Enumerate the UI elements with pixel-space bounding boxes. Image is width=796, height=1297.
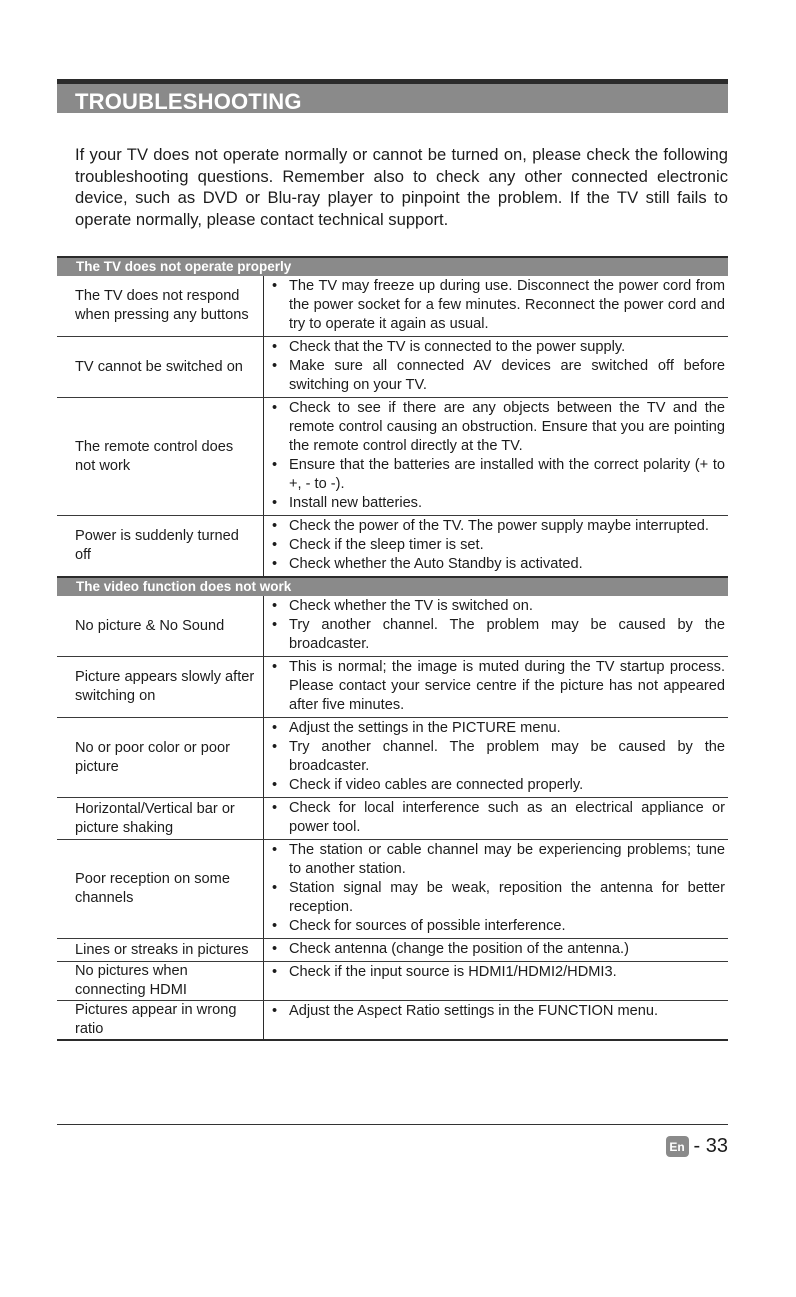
solution-text: Check for sources of possible interference. [289, 918, 566, 934]
table-row [57, 797, 728, 839]
problem-text: Pictures appear in wrong ratio [75, 1002, 237, 1037]
problem-text: No pictures when connecting HDMI [75, 963, 188, 998]
solution-item [271, 1002, 725, 1021]
solution-item [271, 494, 725, 513]
solution-item [271, 277, 725, 334]
solution-item [271, 456, 725, 494]
table-row [57, 276, 728, 336]
solution-text: Check if video cables are connected properly. [289, 777, 584, 793]
table-row [57, 938, 728, 961]
solution-item [271, 799, 725, 837]
table-row [57, 656, 728, 717]
solution-item [271, 555, 725, 574]
troubleshooting-table [57, 256, 728, 1041]
solution-cell [264, 337, 728, 397]
bullet-icon: • [272, 556, 278, 572]
title-bar [57, 79, 728, 113]
section-header [57, 256, 728, 276]
problem-text: Lines or streaks in pictures [75, 941, 249, 958]
solution-cell [264, 798, 728, 839]
bullet-icon: • [272, 800, 278, 816]
solution-text: The station or cable channel may be experiencing problems; tune to another station. [289, 842, 725, 877]
problem-text: No or poor color or poor picture [75, 739, 230, 775]
bullet-icon: • [272, 1003, 278, 1019]
solution-item [271, 879, 725, 917]
intro-paragraph: If your TV does not operate normally or cannot be turned on, please check the following troubleshooting questions. Remember also to check any other connected electronic device, such as DVD or Blu-ray player to pinpoint the problem. If the TV still fails to operate normally, please contact technical support. [75, 145, 728, 229]
solution-item [271, 597, 725, 616]
solution-text: Station signal may be weak, reposition the antenna for better reception. [289, 880, 725, 915]
problem-text: The TV does not respond when pressing any buttons [75, 288, 249, 323]
table-row [57, 1000, 728, 1039]
problem-cell [57, 276, 264, 336]
solution-item [271, 841, 725, 879]
problem-cell [57, 596, 264, 656]
problem-cell [57, 657, 264, 717]
solution-item [271, 616, 725, 654]
bullet-icon: • [272, 400, 278, 416]
solution-text: Try another channel. The problem may be caused by the broadcaster. [289, 739, 725, 774]
section-title: The TV does not operate properly [76, 259, 292, 274]
bullet-icon: • [272, 918, 278, 934]
bullet-icon: • [272, 941, 278, 957]
problem-text: No picture & No Sound [75, 617, 225, 634]
solution-cell [264, 657, 728, 717]
footer [666, 1135, 728, 1158]
solution-text: Check the power of the TV. The power supply maybe interrupted. [289, 518, 709, 534]
problem-cell [57, 939, 264, 961]
problem-text: Poor reception on some channels [75, 871, 230, 906]
solution-cell [264, 962, 728, 1000]
bullet-icon: • [272, 457, 278, 473]
language-badge: En [666, 1136, 689, 1157]
solution-text: Check if the input source is HDMI1/HDMI2/HDMI3. [289, 964, 617, 980]
bullet-icon: • [272, 880, 278, 896]
problem-cell [57, 798, 264, 839]
solution-cell [264, 939, 728, 961]
table-row [57, 515, 728, 576]
solution-text: Check if the sleep timer is set. [289, 537, 484, 553]
solution-text: Check whether the TV is switched on. [289, 598, 533, 614]
solution-text: Try another channel. The problem may be caused by the broadcaster. [289, 617, 725, 652]
page-number: - 33 [693, 1135, 728, 1157]
section-title: The video function does not work [76, 579, 292, 594]
solution-cell [264, 1001, 728, 1039]
solution-text: Check that the TV is connected to the power supply. [289, 339, 626, 355]
bullet-icon: • [272, 617, 278, 633]
solution-text: The TV may freeze up during use. Disconnect the power cord from the power socket for a few minutes. Reconnect the power cord and try to operate it again as usual. [289, 278, 725, 332]
solution-item [271, 338, 725, 357]
solution-text: Check whether the Auto Standby is activated. [289, 556, 583, 572]
solution-item [271, 517, 725, 536]
problem-text: The remote control does not work [75, 438, 234, 474]
table-row [57, 961, 728, 1000]
page-title: TROUBLESHOOTING [75, 89, 302, 114]
solution-text: Install new batteries. [289, 495, 423, 511]
problem-text: Horizontal/Vertical bar or picture shaking [75, 800, 235, 836]
solution-item [271, 738, 725, 776]
problem-cell [57, 337, 264, 397]
table-row [57, 596, 728, 656]
bullet-icon: • [272, 842, 278, 858]
problem-text: TV cannot be switched on [75, 358, 243, 375]
solution-text: Make sure all connected AV devices are switched off before switching on your TV. [289, 358, 725, 393]
solution-text: Adjust the settings in the PICTURE menu. [289, 720, 561, 736]
solution-cell [264, 276, 728, 336]
solution-item [271, 399, 725, 456]
table-row [57, 839, 728, 938]
problem-cell [57, 398, 264, 515]
solution-cell [264, 516, 728, 576]
table-row [57, 717, 728, 797]
solution-item [271, 536, 725, 555]
problem-text: Power is suddenly turned off [75, 528, 239, 563]
solution-text: Adjust the Aspect Ratio settings in the FUNCTION menu. [289, 1003, 659, 1019]
solution-cell [264, 398, 728, 515]
bullet-icon: • [272, 339, 278, 355]
solution-item [271, 719, 725, 738]
bullet-icon: • [272, 739, 278, 755]
bullet-icon: • [272, 598, 278, 614]
solution-cell [264, 840, 728, 938]
table-row [57, 336, 728, 397]
solution-text: Check for local interference such as an electrical appliance or power tool. [289, 800, 725, 835]
solution-text: Check to see if there are any objects between the TV and the remote control causing an obstruction. Ensure that you are pointing the remote control directly at the TV. [289, 400, 725, 454]
solution-item [271, 357, 725, 395]
bullet-icon: • [272, 518, 278, 534]
solution-text: This is normal; the image is muted during the TV startup process. Please contact your service centre if the picture has not appeared after five minutes. [289, 659, 725, 713]
problem-cell [57, 516, 264, 576]
solution-cell [264, 718, 728, 797]
problem-cell [57, 962, 264, 1000]
solution-item [271, 917, 725, 936]
solution-item [271, 963, 725, 982]
footer-divider [57, 1124, 728, 1125]
solution-item [271, 658, 725, 715]
bullet-icon: • [272, 537, 278, 553]
problem-cell [57, 840, 264, 938]
section-header [57, 576, 728, 596]
bullet-icon: • [272, 659, 278, 675]
problem-cell [57, 1001, 264, 1039]
problem-cell [57, 718, 264, 797]
bullet-icon: • [272, 358, 278, 374]
solution-text: Ensure that the batteries are installed with the correct polarity (+ to +, - to -). [289, 457, 725, 492]
problem-text: Picture appears slowly after switching on [75, 669, 255, 704]
bullet-icon: • [272, 964, 278, 980]
solution-item [271, 940, 725, 959]
table-row [57, 397, 728, 515]
bullet-icon: • [272, 720, 278, 736]
bullet-icon: • [272, 777, 278, 793]
bullet-icon: • [272, 495, 278, 511]
solution-item [271, 776, 725, 795]
solution-cell [264, 596, 728, 656]
bullet-icon: • [272, 278, 278, 294]
solution-text: Check antenna (change the position of the antenna.) [289, 941, 629, 957]
